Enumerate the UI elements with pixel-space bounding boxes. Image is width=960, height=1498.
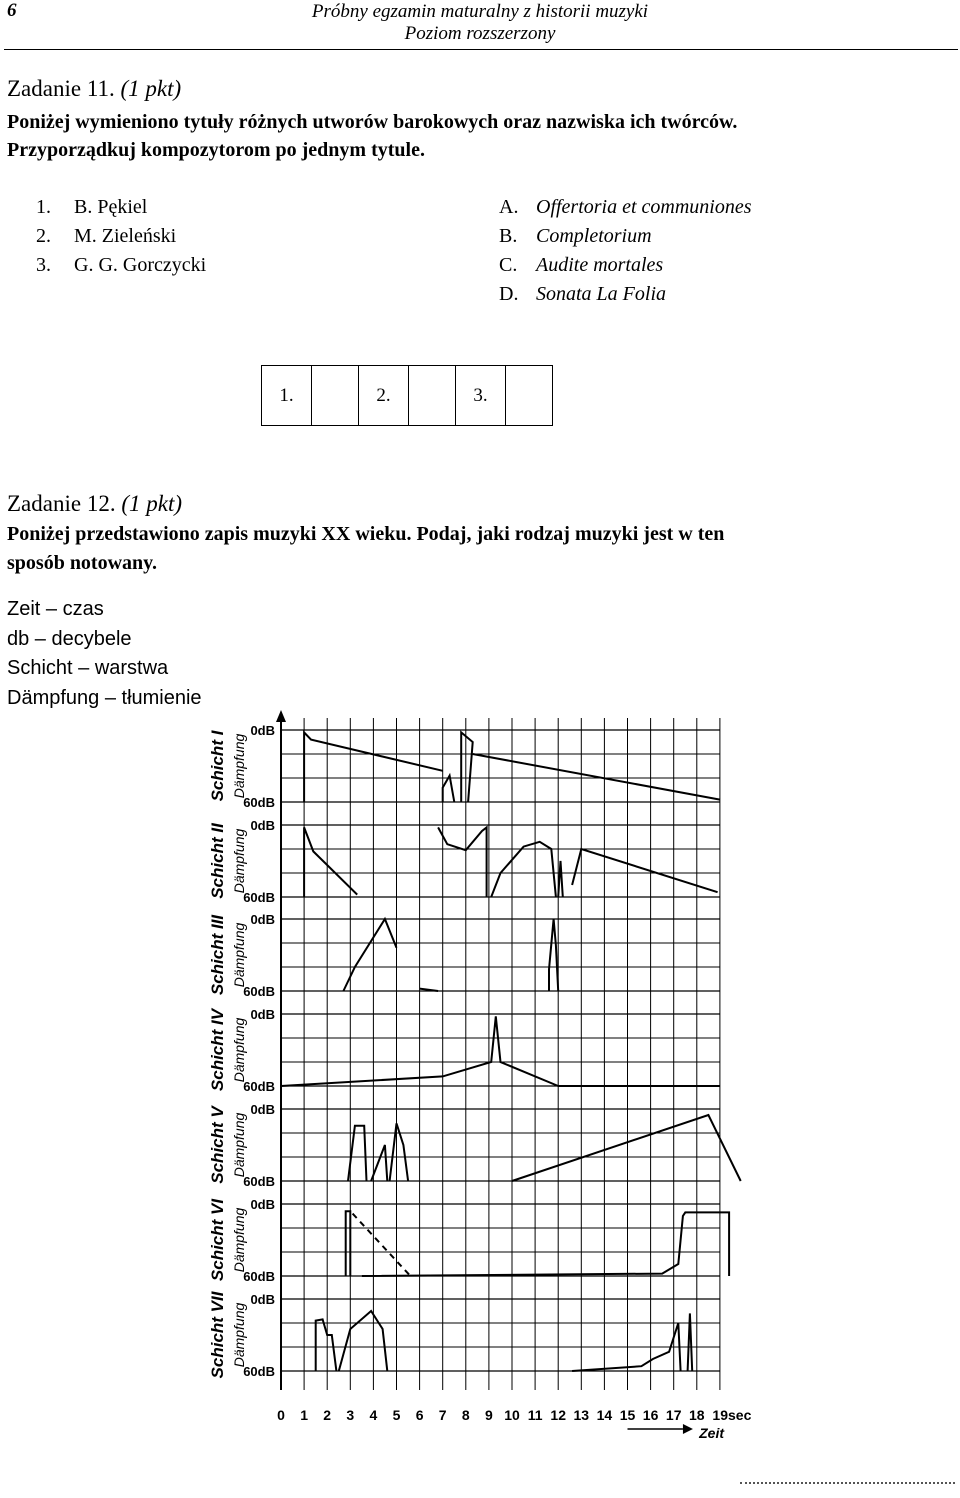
envelope-curve xyxy=(572,849,718,892)
layer-sublabel: Dämpfung xyxy=(231,828,247,894)
task12-instruction-1: Poniżej przedstawiono zapis muzyki XX wieku. Podaj, jaki rodzaj muzyki jest w ten xyxy=(7,523,725,545)
layer-name: Schicht VI xyxy=(208,1198,227,1282)
task11-points: (1 pkt) xyxy=(120,76,182,101)
answer-grid xyxy=(261,365,553,426)
chart-labels xyxy=(208,723,752,1441)
envelope-curve xyxy=(688,1313,693,1371)
composer-list xyxy=(36,193,206,280)
glossary-item: db – decybele xyxy=(7,627,132,650)
layer-sublabel: Dämpfung xyxy=(231,1017,247,1083)
envelope-curve xyxy=(473,754,720,800)
layer-bottom-label: 60dB xyxy=(243,1364,275,1379)
task11-instruction-2: Przyporządkuj kompozytorom po jednym tytule. xyxy=(7,139,425,161)
layer-bottom-label: 60dB xyxy=(243,890,275,905)
envelope-curve xyxy=(390,1123,409,1181)
envelope-curve xyxy=(558,861,563,897)
task11-heading xyxy=(7,75,181,103)
x-tick-label: 10 xyxy=(504,1407,520,1423)
envelope-curve xyxy=(346,1211,351,1276)
layer-name: Schicht I xyxy=(208,730,227,802)
title-item: B. Completorium xyxy=(499,225,652,247)
envelope-curve xyxy=(491,842,556,897)
envelope-curve-dashed xyxy=(353,1214,411,1276)
x-axis-label: Zeit xyxy=(699,1425,725,1441)
envelope-curve xyxy=(339,1311,388,1371)
envelope-curve xyxy=(512,1115,741,1181)
title-item: D. Sonata La Folia xyxy=(499,283,667,305)
task12-heading xyxy=(7,490,182,518)
layer-bottom-label: 60dB xyxy=(243,1174,275,1189)
x-tick-label: 0 xyxy=(277,1407,285,1423)
layer-sublabel: Dämpfung xyxy=(231,1207,247,1273)
title-item: A. Offertoria et communiones xyxy=(499,196,752,218)
page-number: 6 xyxy=(7,0,17,21)
x-tick-label: 2 xyxy=(323,1407,332,1423)
x-tick-label: 17 xyxy=(665,1407,682,1423)
layer-top-label: 0dB xyxy=(250,723,275,738)
layer-top-label: 0dB xyxy=(250,912,275,927)
x-tick-label: 15 xyxy=(619,1407,636,1423)
x-tick-label: 11 xyxy=(527,1407,543,1423)
layer-name: Schicht II xyxy=(208,823,227,899)
layer-sublabel: Dämpfung xyxy=(231,922,247,988)
x-tick-label: 14 xyxy=(596,1407,613,1423)
envelope-curve xyxy=(461,732,473,802)
composer-item: 2. M. Zieleński xyxy=(36,225,177,247)
answer-label: 1. xyxy=(262,366,312,426)
task12-points: (1 pkt) xyxy=(121,491,182,516)
x-tick-label: 16 xyxy=(642,1407,659,1423)
title-item: C. Audite mortales xyxy=(499,254,664,276)
x-tick-label: 5 xyxy=(392,1407,401,1423)
layer-top-label: 0dB xyxy=(250,1102,275,1117)
x-tick-label: 8 xyxy=(461,1407,470,1423)
layer-top-label: 0dB xyxy=(250,1007,275,1022)
envelope-curve xyxy=(343,919,396,991)
x-tick-label: 4 xyxy=(369,1407,378,1423)
layer-name: Schicht III xyxy=(208,914,227,996)
x-tick-label: 6 xyxy=(415,1407,424,1423)
x-tick-label: 3 xyxy=(346,1407,355,1423)
glossary xyxy=(7,595,202,713)
composer-item: 1. B. Pękiel xyxy=(36,196,148,218)
layer-bottom-label: 60dB xyxy=(243,795,275,810)
layer-bottom-label: 60dB xyxy=(243,984,275,999)
x-tick-label: 18 xyxy=(689,1407,705,1423)
layer-top-label: 0dB xyxy=(250,1197,275,1212)
task11-label: Zadanie 11. xyxy=(7,76,115,101)
layer-name: Schicht V xyxy=(208,1106,227,1184)
y-axis-arrow xyxy=(276,710,286,722)
answer-box-1[interactable] xyxy=(312,366,359,426)
envelope-curve xyxy=(304,827,357,897)
task12-instruction-2: sposób notowany. xyxy=(7,552,158,574)
layer-sublabel: Dämpfung xyxy=(231,1302,247,1368)
envelope-curve xyxy=(549,919,558,991)
layer-bottom-label: 60dB xyxy=(243,1269,275,1284)
envelope-curve xyxy=(316,1319,337,1371)
glossary-item: Schicht – warstwa xyxy=(7,657,169,679)
task11-instruction-1: Poniżej wymieniono tytuły różnych utworów barokowych oraz nazwiska ich twórców. xyxy=(7,111,738,133)
task12-label: Zadanie 12. xyxy=(7,491,116,516)
footer-dotted-line xyxy=(740,1478,955,1484)
x-tick-label: 12 xyxy=(550,1407,566,1423)
glossary-item: Dämpfung – tłumienie xyxy=(7,686,202,709)
layer-top-label: 0dB xyxy=(250,818,275,833)
glossary-item: Zeit – czas xyxy=(7,598,104,620)
answer-label: 3. xyxy=(456,366,506,426)
answer-box-2[interactable] xyxy=(409,366,456,426)
layer-name: Schicht VII xyxy=(208,1291,227,1379)
answer-label: 2. xyxy=(359,366,409,426)
x-tick-label: 13 xyxy=(573,1407,590,1423)
layer-bottom-label: 60dB xyxy=(243,1079,275,1094)
header-subtitle: Poziom rozszerzony xyxy=(404,23,556,44)
envelope-curve xyxy=(438,827,487,897)
header-title: Próbny egzamin maturalny z historii muzyki xyxy=(311,1,649,22)
composer-item: 3. G. G. Gorczycki xyxy=(36,254,207,276)
electronic-score-chart xyxy=(180,700,780,1445)
x-tick-label: 1 xyxy=(300,1407,308,1423)
title-list xyxy=(499,193,752,309)
x-axis-arrow-head xyxy=(683,1424,693,1434)
layer-name: Schicht IV xyxy=(208,1008,227,1092)
chart-grid xyxy=(276,710,720,1390)
envelope-curve xyxy=(443,776,455,802)
layer-sublabel: Dämpfung xyxy=(231,1112,247,1178)
answer-box-3[interactable] xyxy=(506,366,553,426)
layer-sublabel: Dämpfung xyxy=(231,733,247,799)
x-tick-label: 19sec xyxy=(712,1407,752,1423)
x-tick-label: 9 xyxy=(485,1407,493,1423)
layer-top-label: 0dB xyxy=(250,1292,275,1307)
header-divider xyxy=(4,49,958,50)
x-tick-label: 7 xyxy=(438,1407,447,1423)
